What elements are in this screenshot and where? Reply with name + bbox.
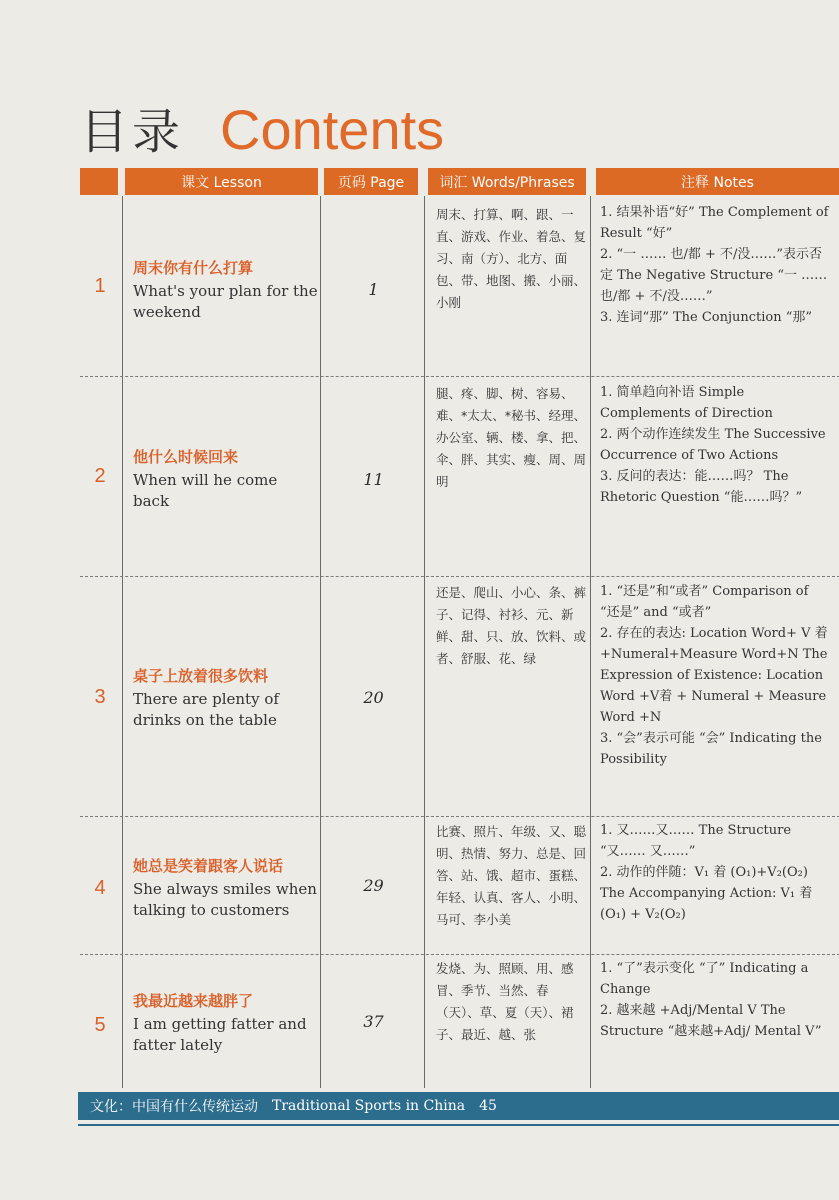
lesson-title-zh: 周末你有什么打算 <box>133 259 254 277</box>
lesson-page: 29 <box>363 876 384 895</box>
note-item: 1. 简单趋向补语 Simple Complements of Direction <box>600 385 773 421</box>
note-item: 2. 越来越 +Adj/Mental V The Structure “越来越+Adj/ Mental V” <box>600 1003 822 1039</box>
note-item: 1. “了”表示变化 “了” Indicating a Change <box>600 961 809 997</box>
note-item: 3. “会”表示可能 “会” Indicating the Possibility <box>600 731 822 767</box>
row-divider <box>80 576 839 578</box>
lesson-title[interactable] <box>133 258 318 323</box>
note-item: 1. “还是”和“或者” Comparison of “还是” and “或者” <box>600 584 809 620</box>
header-number-cell <box>80 168 118 195</box>
lesson-title[interactable] <box>133 991 318 1056</box>
note-item: 2. “一 …… 也/都 + 不/没……”表示否定 The Negative Structure “一 …… 也/都 + 不/没……” <box>600 247 828 304</box>
lesson-number: 2 <box>94 465 106 487</box>
lesson-words: 发烧、为、照顾、用、感冒、季节、当然、春（天）、草、夏（天）、裙子、最近、越、张 <box>436 961 574 1042</box>
lesson-notes <box>600 581 832 770</box>
lesson-notes <box>600 958 832 1042</box>
note-item: 3. 连词“那” The Conjunction “那” <box>600 310 813 325</box>
lesson-number: 5 <box>94 1014 106 1036</box>
lesson-title[interactable] <box>133 666 318 731</box>
title-zh: 目录 <box>80 104 185 160</box>
lesson-words: 周末、打算、啊、跟、一直、游戏、作业、着急、复习、南（方）、北方、面包、带、地图、搬、小丽、小刚 <box>436 207 587 310</box>
note-item: 2. 两个动作连续发生 The Successive Occurrence of Two Actions <box>600 427 826 463</box>
header-lesson: 课文 Lesson <box>125 168 318 195</box>
lesson-notes <box>600 382 832 508</box>
note-item: 3. 反问的表达：能……吗？ The Rhetoric Question “能……吗？” <box>600 469 803 505</box>
lesson-number: 4 <box>94 877 106 899</box>
lesson-page: 20 <box>363 688 384 707</box>
lesson-title-zh: 桌子上放着很多饮料 <box>133 667 269 685</box>
note-item: 1. 又……又…… The Structure “又…… 又……” <box>600 823 792 859</box>
lesson-notes <box>600 202 832 328</box>
note-item: 1. 结果补语“好” The Complement of Result “好” <box>600 205 829 241</box>
footer-divider <box>78 1124 839 1126</box>
lesson-notes <box>600 820 832 925</box>
lesson-title-zh: 她总是笑着跟客人说话 <box>133 857 284 875</box>
row-divider <box>80 816 839 818</box>
culture-title-zh: 文化：中国有什么传统运动 <box>90 1099 258 1115</box>
lesson-title-zh: 他什么时候回来 <box>133 448 239 466</box>
lesson-title-en: When will he come back <box>133 471 278 510</box>
lesson-title[interactable] <box>133 447 318 512</box>
culture-footer[interactable] <box>78 1092 839 1120</box>
lesson-title[interactable] <box>133 856 318 921</box>
row-divider <box>80 954 839 956</box>
lesson-title-en: What's your plan for the weekend <box>133 282 318 321</box>
header-page: 页码 Page <box>324 168 418 195</box>
culture-title-en: Traditional Sports in China <box>272 1098 466 1114</box>
page-title <box>80 100 444 160</box>
header-notes: 注释 Notes <box>596 168 839 195</box>
lesson-words: 还是、爬山、小心、条、裤子、记得、衬衫、元、新鲜、甜、只、放、饮料、或者、舒服、花、绿 <box>436 585 587 666</box>
lesson-page: 1 <box>368 280 379 299</box>
lesson-number: 1 <box>94 275 106 297</box>
lesson-title-en: She always smiles when talking to customers <box>133 880 317 919</box>
header-words: 词汇 Words/Phrases <box>428 168 586 195</box>
lesson-number: 3 <box>94 686 106 708</box>
title-en: Contents <box>220 98 445 161</box>
lesson-words: 腿、疼、脚、树、容易、难、*太太、*秘书、经理、办公室、辆、楼、拿、把、伞、胖、其实、瘦、周、周明 <box>436 386 587 489</box>
lesson-words: 比赛、照片、年级、又、聪明、热情、努力、总是、回答、站、饿、超市、蛋糕、年轻、认真、客人、小明、马可、李小美 <box>436 824 587 927</box>
culture-page: 45 <box>479 1098 497 1114</box>
note-item: 2. 存在的表达: Location Word+ V 着 +Numeral+Measure Word+N The Expression of Existence: Location Word +V着 + Numeral + Measure Word +N <box>600 626 828 725</box>
row-divider <box>80 376 839 378</box>
lesson-page: 37 <box>363 1012 384 1031</box>
lesson-title-en: I am getting fatter and fatter lately <box>133 1015 307 1054</box>
note-item: 2. 动作的伴随：V₁ 着 (O₁)+V₂(O₂) The Accompanying Action: V₁ 着(O₁) + V₂(O₂) <box>600 865 813 922</box>
lesson-title-zh: 我最近越来越胖了 <box>133 992 254 1010</box>
lesson-page: 11 <box>363 470 384 489</box>
lesson-title-en: There are plenty of drinks on the table <box>133 690 279 729</box>
